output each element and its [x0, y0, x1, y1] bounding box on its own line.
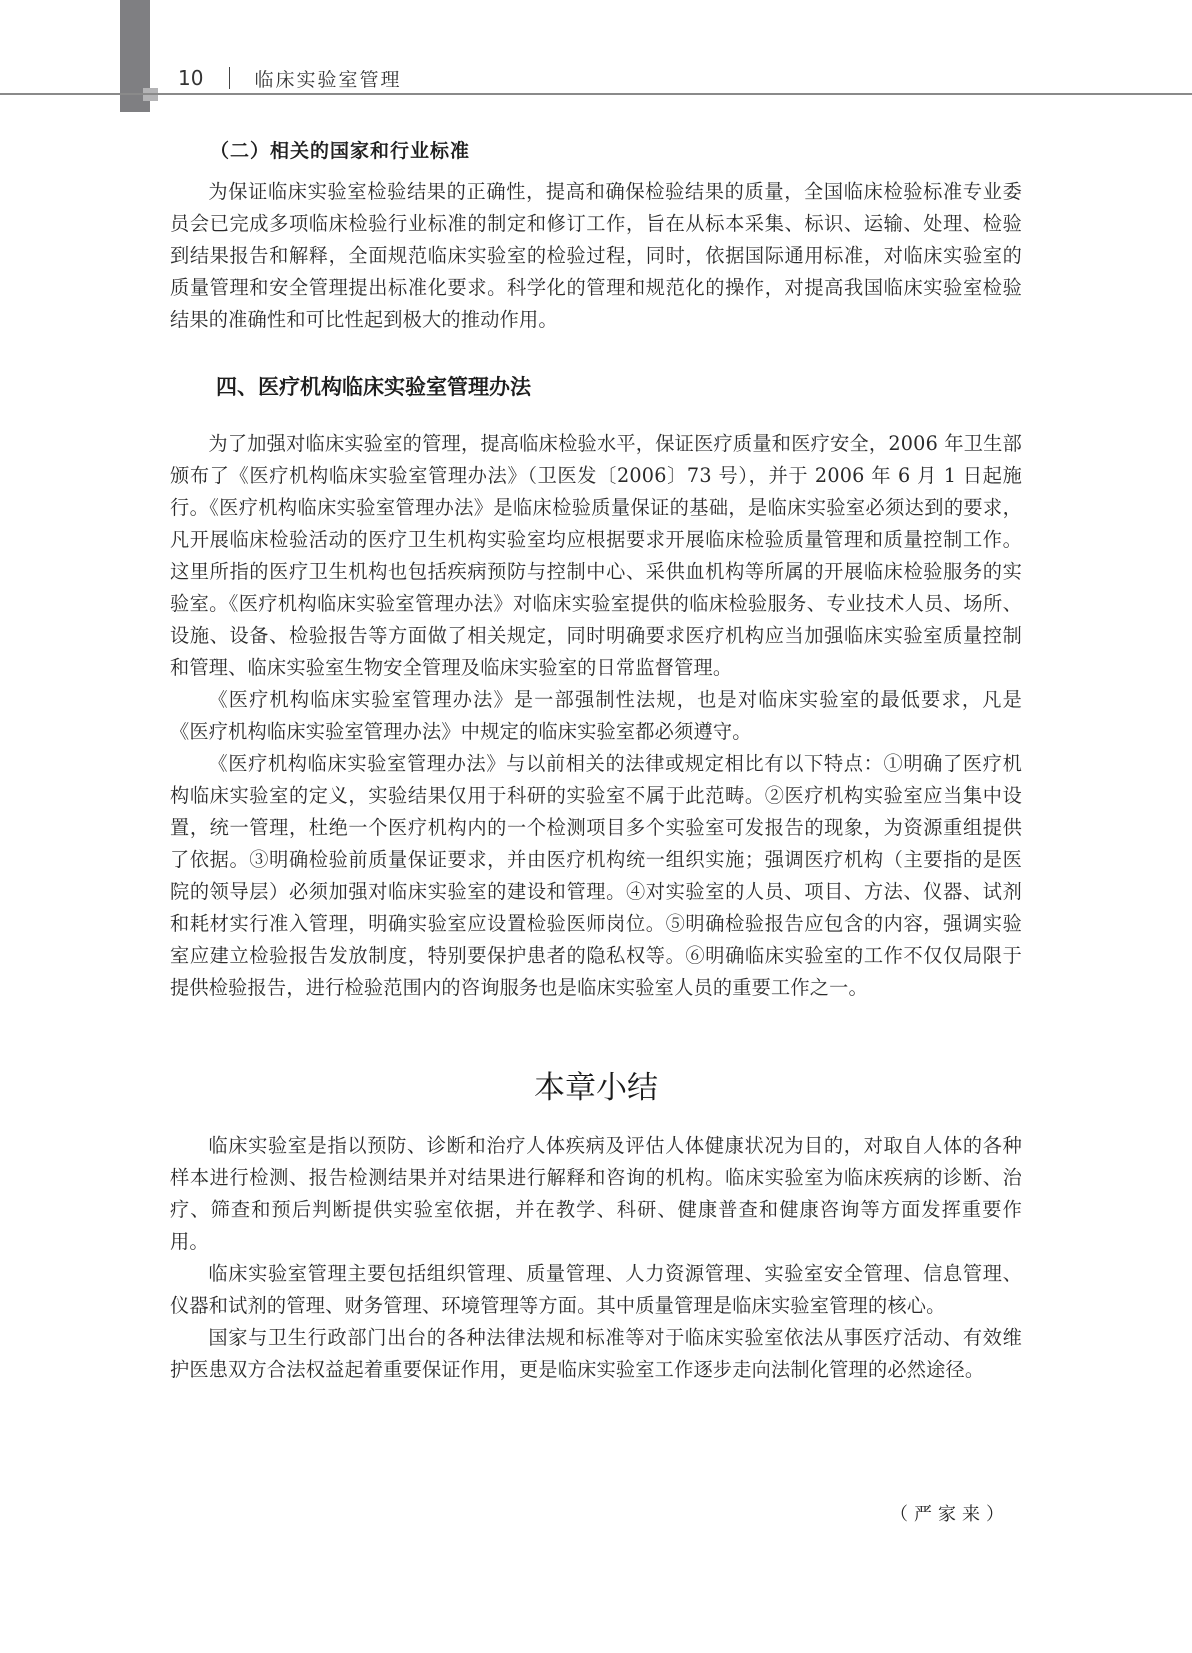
- summary-paragraph: 国家与卫生行政部门出台的各种法律法规和标准等对于临床实验室依法从事医疗活动、有效维护医患双方合法权益起着重要保证作用，更是临床实验室工作逐步走向法制化管理的必然途径。: [170, 1326, 1022, 1381]
- paragraph-regulation-intro: 为了加强对临床实验室的管理，提高临床检验水平，保证医疗质量和医疗安全，2006 年卫生部颁布了《医疗机构临床实验室管理办法》（卫医发〔2006〕73 号），并于 2006 年 6 月 1 日起施行。《医疗机构临床实验室管理办法》是临床检验质量保证的基础，是临床实验室必须达到的要求，凡开展临床检验活动的医疗卫生机构实验室均应根据要求开展临床检验质量管理和质量控制工作。这里所指的医疗卫生机构也包括疾病预防与控制中心、采供血机构等所属的开展临床检验服务的实验室。《医疗机构临床实验室管理办法》对临床实验室提供的临床检验服务、专业技术人员、场所、设施、设备、检验报告等方面做了相关规定，同时明确要求医疗机构应当加强临床实验室质量控制和管理、临床实验室生物安全管理及临床实验室的日常监督管理。: [170, 432, 1022, 679]
- sub-heading: （二）相关的国家和行业标准: [210, 140, 471, 162]
- summary-paragraph: 临床实验室是指以预防、诊断和治疗人体疾病及评估人体健康状况为目的，对取自人体的各种样本进行检测、报告检测结果并对结果进行解释和咨询的机构。临床实验室为临床疾病的诊断、治疗、筛查和预后判断提供实验室依据，并在教学、科研、健康普查和健康咨询等方面发挥重要作用。: [170, 1134, 1022, 1253]
- running-head: [178, 64, 401, 92]
- header-separator: [229, 67, 230, 89]
- book-title: 临床实验室管理: [254, 68, 402, 91]
- author-credit: （严家来）: [890, 1504, 1010, 1525]
- page-number: 10: [178, 66, 204, 90]
- paragraph-standards: 为保证临床实验室检验结果的正确性，提高和确保检验结果的质量，全国临床检验标准专业委员会已完成多项临床检验行业标准的制定和修订工作，旨在从标本采集、标识、运输、处理、检验到结果报告和解释，全面规范临床实验室的检验过程，同时，依据国际通用标准，对临床实验室的质量管理和安全管理提出标准化要求。科学化的管理和规范化的操作，对提高我国临床实验室检验结果的准确性和可比性起到极大的推动作用。: [170, 180, 1022, 331]
- section-heading: 四、医疗机构临床实验室管理办法: [216, 374, 531, 399]
- chapter-summary-title: 本章小结: [534, 1070, 658, 1106]
- paragraph-regulation-features: 《医疗机构临床实验室管理办法》与以前相关的法律或规定相比有以下特点：①明确了医疗机构临床实验室的定义，实验结果仅用于科研的实验室不属于此范畴。②医疗机构实验室应当集中设置，统一管理，杜绝一个医疗机构内的一个检测项目多个实验室可发报告的现象，为资源重组提供了依据。③明确检验前质量保证要求，并由医疗机构统一组织实施；强调医疗机构（主要指的是医院的领导层）必须加强对临床实验室的建设和管理。④对实验室的人员、项目、方法、仪器、试剂和耗材实行准入管理，明确实验室应设置检验医师岗位。⑤明确检验报告应包含的内容，强调实验室应建立检验报告发放制度，特别要保护患者的隐私权等。⑥明确临床实验室的工作不仅仅局限于提供检验报告，进行检验范围内的咨询服务也是临床实验室人员的重要工作之一。: [170, 752, 1022, 999]
- summary-paragraph: 临床实验室管理主要包括组织管理、质量管理、人力资源管理、实验室安全管理、信息管理、仪器和试剂的管理、财务管理、环境管理等方面。其中质量管理是临床实验室管理的核心。: [170, 1262, 1022, 1317]
- paragraph-regulation-mandatory: 《医疗机构临床实验室管理办法》是一部强制性法规，也是对临床实验室的最低要求，凡是《医疗机构临床实验室管理办法》中规定的临床实验室都必须遵守。: [170, 688, 1022, 743]
- header-rule: [0, 93, 1192, 95]
